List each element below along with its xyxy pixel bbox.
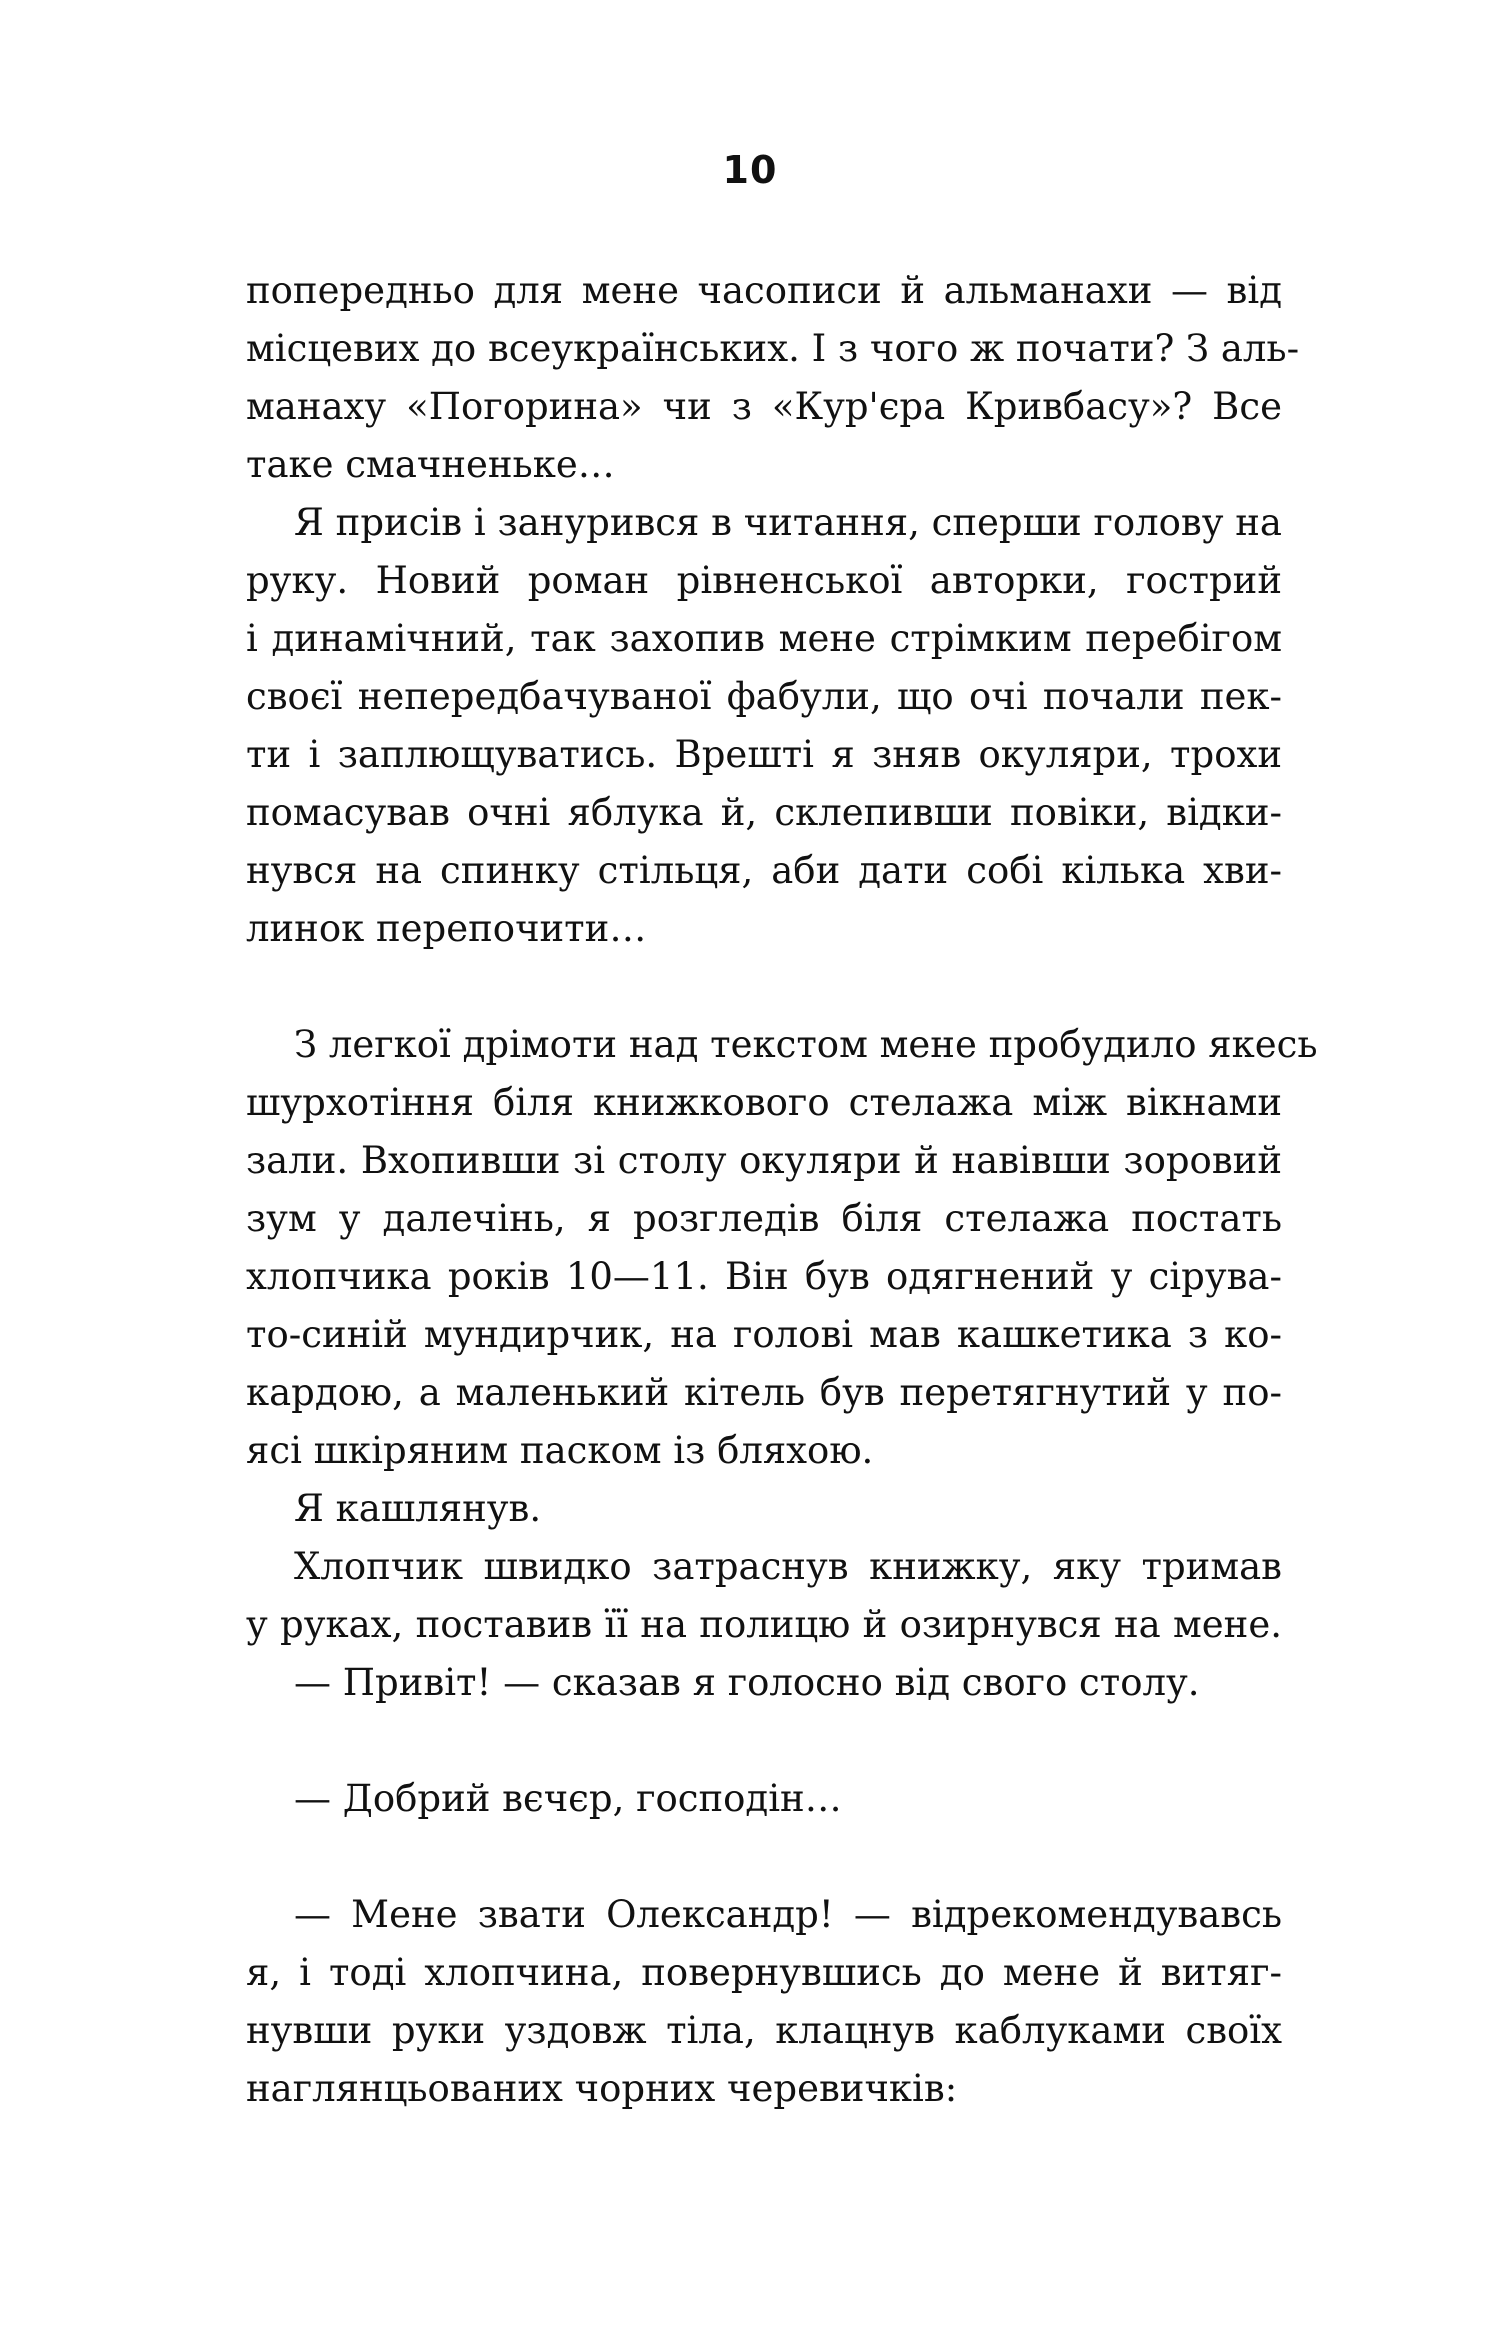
text-line: нувши руки уздовж тіла, клацнув каблуками своїх xyxy=(246,2009,1282,2052)
text-line: хлопчика років 10—11. Він був одягнений у сірува- xyxy=(246,1255,1282,1298)
text-line: — Мене звати Олександр! — відрекомендувавсь xyxy=(294,1893,1282,1936)
text-line: і динамічний, так захопив мене стрімким перебігом xyxy=(246,617,1282,660)
text-line: я, і тоді хлопчина, повернувшись до мене й витяг- xyxy=(246,1951,1282,1994)
text-line: помасував очні яблука й, склепивши повіки, відки- xyxy=(246,791,1282,834)
text-line: своєї непередбачуваної фабули, що очі почали пек- xyxy=(246,675,1282,718)
text-line: кардою, а маленький кітель був перетягнутий у по- xyxy=(246,1371,1282,1414)
text-line: — Добрий вєчєр, господін… xyxy=(294,1777,842,1820)
text-line: ти і заплющуватись. Врешті я зняв окуляри, трохи xyxy=(246,733,1282,776)
text-line: Хлопчик швидко затраснув книжку, яку тримав xyxy=(294,1545,1282,1588)
body-text xyxy=(246,262,1318,2118)
text-line: Я присів і занурився в читання, сперши голову на xyxy=(294,501,1282,544)
text-line: попередньо для мене часописи й альманахи — від xyxy=(246,269,1282,312)
text-line: нувся на спинку стільця, аби дати собі кілька хви- xyxy=(246,849,1282,892)
text-line: зум у далечінь, я розгледів біля стелажа постать xyxy=(246,1197,1282,1240)
text-line: наглянцьованих чорних черевичків: xyxy=(246,2067,958,2110)
text-line: ясі шкіряним паском із бляхою. xyxy=(246,1429,874,1472)
text-line: шурхотіння біля книжкового стелажа між вікнами xyxy=(246,1081,1282,1124)
paragraph-gap xyxy=(246,1828,1282,1886)
text-line: то-синій мундирчик, на голові мав кашкетика з ко- xyxy=(246,1313,1282,1356)
text-line: З легкої дрімоти над текстом мене пробудило якесь xyxy=(294,1023,1318,1066)
text-line: таке смачненьке… xyxy=(246,443,615,486)
text-line: Я кашлянув. xyxy=(294,1487,542,1530)
text-line: — Привіт! — сказав я голосно від свого столу. xyxy=(294,1661,1200,1704)
paragraph-gap xyxy=(246,1712,1282,1770)
page-number: 10 xyxy=(722,148,778,192)
text-line: руку. Новий роман рівненської авторки, гострий xyxy=(246,559,1282,602)
text-line: місцевих до всеукраїнських. І з чого ж почати? З аль- xyxy=(246,327,1300,370)
paragraph-gap xyxy=(246,958,1282,1016)
text-line: у руках, поставив її на полицю й озирнувся на мене. xyxy=(246,1603,1282,1646)
text-line: манаху «Погорина» чи з «Кур'єра Кривбасу»? Все xyxy=(246,385,1282,428)
text-line: линок перепочити… xyxy=(246,907,647,950)
text-line: зали. Вхопивши зі столу окуляри й навівши зоровий xyxy=(246,1139,1282,1182)
